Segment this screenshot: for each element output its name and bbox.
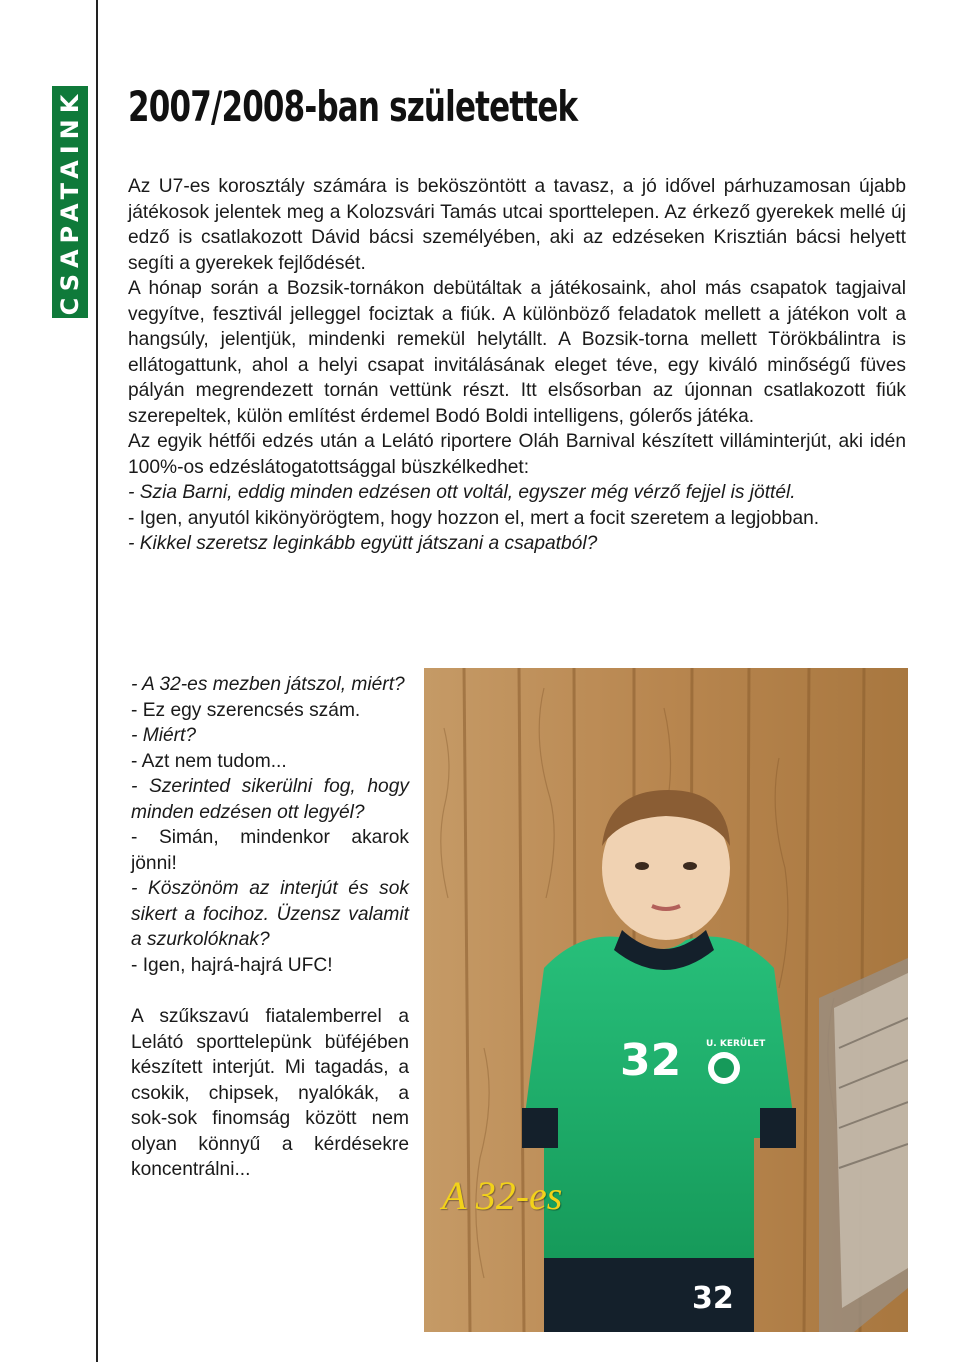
interview-question: - Köszönöm az interjút és sok sikert a focihoz. Üzensz valamit a szurkolóknak?: [131, 878, 409, 950]
player-photo: [424, 668, 908, 1332]
svg-text:32: 32: [692, 1281, 734, 1316]
paragraph: Az U7-es korosztály számára is beköszöntött a tavasz, a jó idővel párhuzamosan újabb játékosok jelentek meg a Kolozsvári Tamás utcai sporttelepen. Az érkező gyerekek mellé új edző is csatlakozott Dávid bácsi személyében, aki az edzéseken Krisztián bácsi helyett segíti a gyerekek fejlődését.: [128, 176, 906, 274]
paragraph: A hónap során a Bozsik-tornákon debütáltak a játékosaink, ahol más csapatok tagjaival vegyítve, fesztivál jelleggel fociztak a fiúk. A különböző feladatok mellett a játékon volt a hangsúly, jelentjük, mindenki remekül helytállt. A Bozsik-torna mellett Törökbálintra is ellátogattunk, ahol a helyi csapat invitálásának eleget téve, egy kiváló minőségű füves pályán megrendezett tornán vettünk részt. Itt elsősorban az újonnan csatlakozott fiúk szerepeltek, külön említést érdemel Bodó Boldi intelligens, gólerős játéka.: [128, 278, 906, 427]
paragraph: Az egyik hétfői edzés után a Lelátó riportere Oláh Barnival készített villáminterjút, aki idén 100%-os edzéslátogatottsággal büszkélkedhet:: [128, 431, 906, 478]
article-title: 2007/2008-ban születettek: [128, 82, 578, 131]
section-tab: [52, 86, 88, 318]
interview-column: [131, 672, 409, 1183]
svg-text:32: 32: [620, 1035, 682, 1086]
svg-text:U. KERÜLET: U. KERÜLET: [706, 1039, 766, 1049]
section-tab-label: CSAPATAINK: [56, 88, 84, 316]
interview-answer: - Azt nem tudom...: [131, 750, 287, 772]
interview-question: - Kikkel szeretsz leginkább együtt játszani a csapatból?: [128, 533, 598, 554]
interview-question: - Szia Barni, eddig minden edzésen ott voltál, egyszer még vérző fejjel is jöttél.: [128, 482, 796, 503]
interview-answer: - Igen, anyutól kikönyörögtem, hogy hozzon el, mert a focit szeretem a legjobban.: [128, 507, 820, 529]
interview-question: - Szerinted sikerülni fog, hogy minden edzésen ott legyél?: [131, 776, 409, 823]
page-margin-rule: [96, 0, 98, 1362]
photo-caption: A 32-es: [442, 1173, 563, 1218]
closing-paragraph: A szűkszavú fiatalemberrel a Lelátó sporttelepünk büféjében készített interjút. Mi tagadás, a csokik, chipsek, nyalókák, a sok-sok finomság között nem olyan könnyű a kérdésekre koncentrálni...: [131, 1006, 409, 1180]
article-body: [128, 174, 906, 557]
interview-answer: - Igen, hajrá-hajrá UFC!: [131, 954, 333, 976]
interview-question: - Miért?: [131, 725, 197, 746]
interview-answer: - Simán, mindenkor akarok jönni!: [131, 827, 409, 874]
interview-question: - A 32-es mezben játszol, miért?: [131, 674, 405, 695]
interview-answer: - Ez egy szerencsés szám.: [131, 699, 361, 721]
